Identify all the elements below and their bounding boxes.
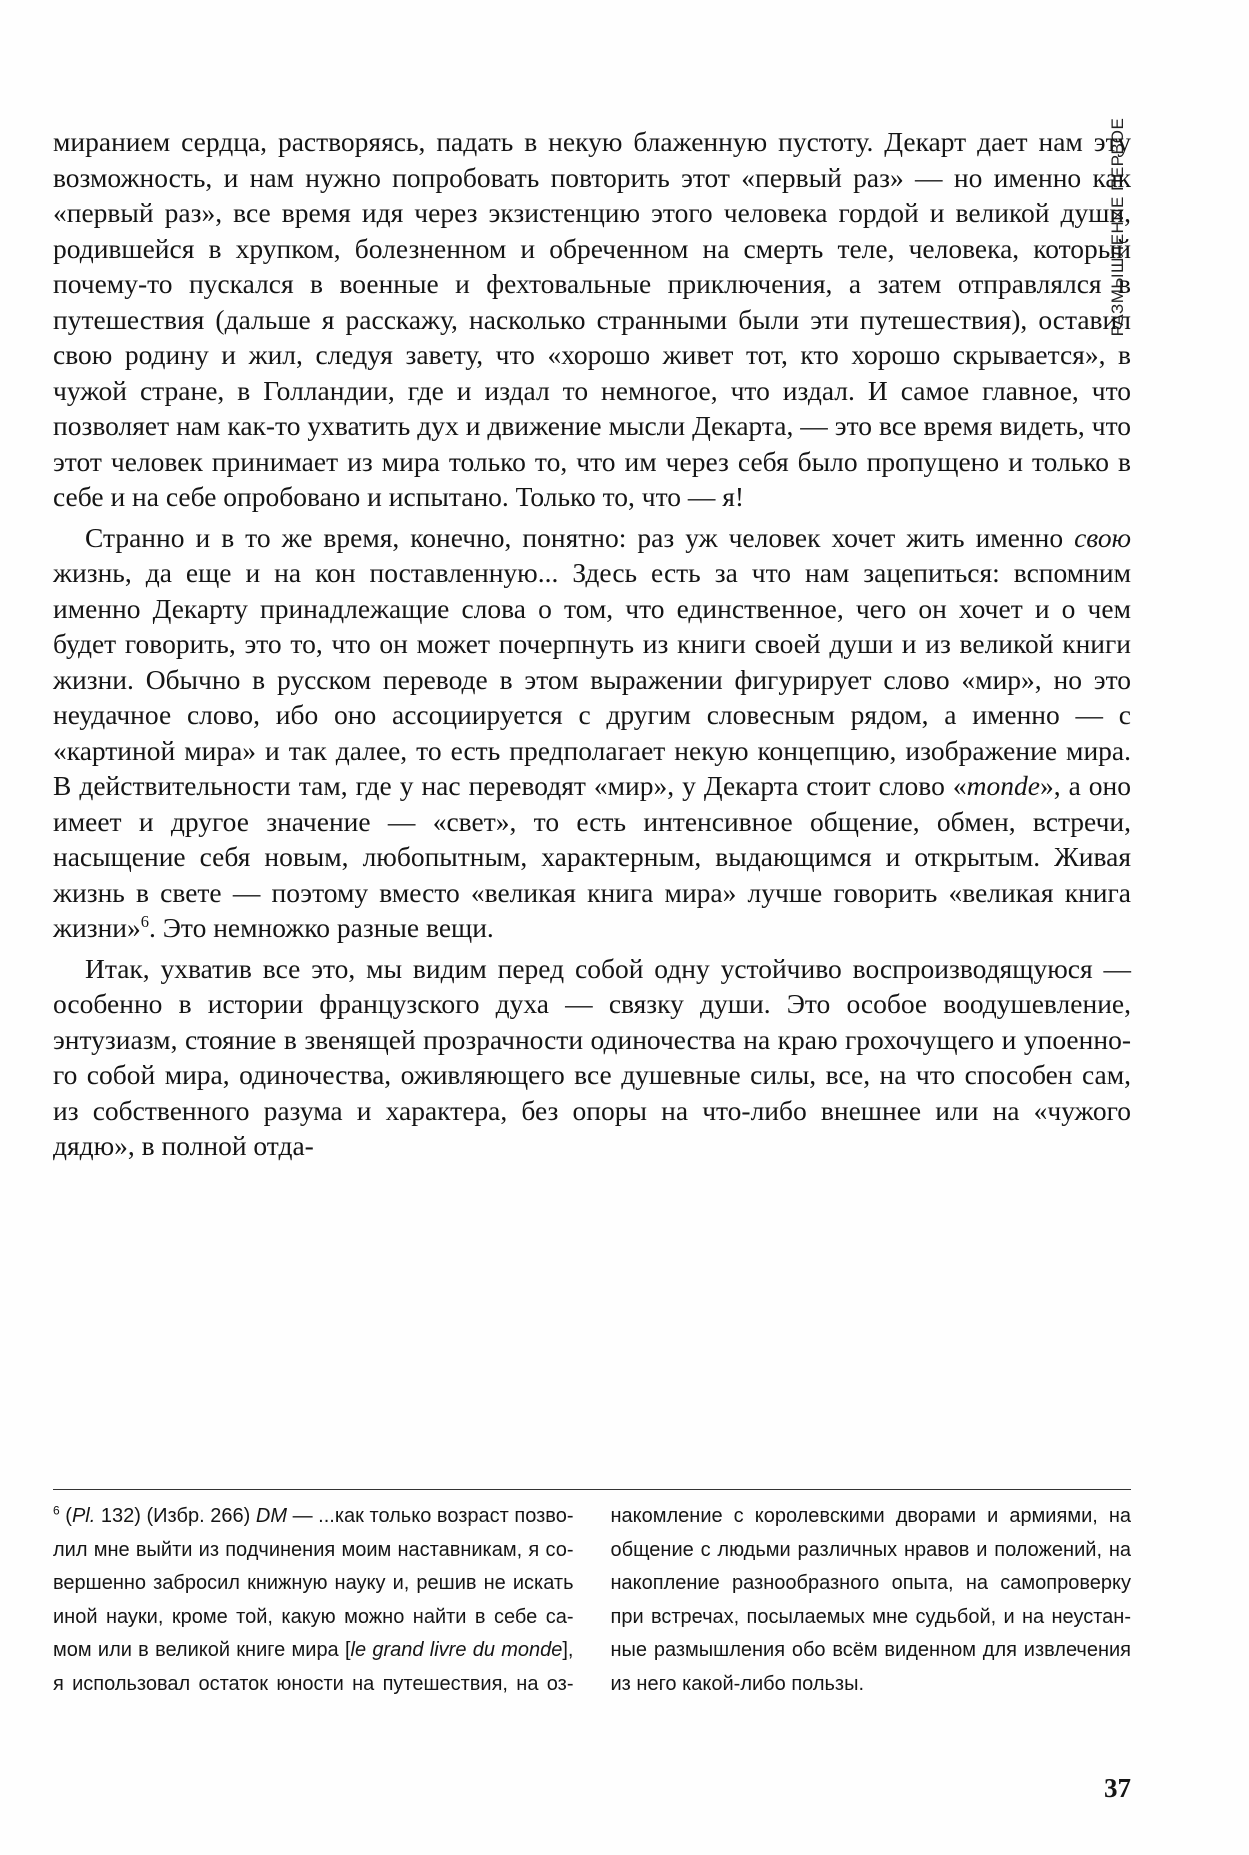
footnote-number: 6 [53,1503,60,1518]
page-number: 37 [1104,1773,1131,1803]
paragraph-1: миранием сердца, растворяясь, падать в некую блаженную пустоту. Декарт дает нам эту возможность, и нам нужно попробовать повторить этот «первый раз» — но именно как «первый раз», все время идя через экзистенцию этого человека гордой и великой души, родившейся в хрупком, болезненном и обреченном на смерть теле, человека, который почему-то пускался в военные и фехтовальные приключения, а затем отправлялся в путешествия (дальше я расскажу, насколько странными были эти путешествия), оставил свою родину и жил, следуя завету, что «хорошо живет тот, кто хорошо скрывается», в чужой стране, в Голландии, где и издал то немногое, что издал. И самое главное, что позволяет нам как-то ухватить дух и движение мысли Декарта, — это все время видеть, что этот человек принимает из мира только то, что им через себя было пропущено и только в себе и на себе опробовано и испытано. Только то, что — я! [53,126,1131,512]
paragraph-3: Итак, ухватив все это, мы видим перед собой одну устойчиво воспроизводящуюся — особенно в истории французского духа — связку души. Это особое воодушевление, энтузиазм, стояние в звенящей прозрачности одиночества на краю грохочущего и упоенного собой мира, одиночества, оживляющего все душевные силы, все, на что способен сам, из собственного разума и характера, без опоры на что-либо внешнее или на «чужого дядю», в полной отда- [53,952,1131,1161]
running-head-text: РАЗМЫШЛЕНИЕ ПЕРВОЕ [1108,117,1127,337]
footnote-area [53,1500,1131,1701]
footnote-divider [53,1489,1131,1490]
footnote-reference[interactable]: 6 [140,911,150,931]
paragraph-2-part-b: жизнь, да еще и на кон поставленную... Здесь есть за что нам зацепиться: вспомним именно Декарту принадлежащие слова о том, что единственное, чего он хочет и о чем будет говорить, это то, что он может почерпнуть из книги своей души и из великой книги жизни. Обычно в русском переводе в этом выражении фигурирует слово «мир», но это неудачное слово, ибо оно ассоциируется с другим словесным рядом, а именно — с «картиной мира» и так далее, то есть предполагает некую концепцию, изображение мира. В действительности там, где у нас переводят «мир», у Декарта стоит слово « [53,557,1131,801]
paragraph-2 [53,520,1131,946]
paragraph-2-part-c: », а оно имеет и другое значение — «свет», то есть интенсивное общение, обмен, встречи, насыщение себя новым, любопытным, характерным, выдающимся и открытым. Живая жизнь в свете — поэтому вместо «великая книга мира» лучше говорить «великая книга жизни» [53,770,1131,943]
footnote-french-quote: le grand livre du monde [350,1639,563,1661]
main-text [53,124,1131,1164]
emphasis-svoyu: свою [1074,521,1131,553]
footnote-ref-dm: DM [255,1505,287,1527]
footnote-ref-open: ( [59,1505,72,1527]
footnote-ref-pl: Pl. [71,1505,96,1527]
emphasis-monde: monde [966,770,1040,801]
paragraph-2-part-d: . Это немножко разные вещи. [149,912,494,943]
footnote-text-a: — ...как только возраст позволил мне выйти из подчинения моим наставникам, я совершенно забросил книжную науку и, решив не искать иной науки, кроме той, какую можно найти в себе самом или в великой книге мира [ [53,1505,574,1661]
paragraph-2-part-a: Странно и в то же время, конечно, понятно: раз уж человек хочет жить именно [85,521,1075,553]
footnote-text-b: ], я использовал остаток юности на путешествия, на ознакомление с королевскими дворами и армиями, на общение с людьми различных нравов и положений, на накопление разнообразного опыта, на самопроверку при встречах, посылаемых мне судьбой, и на неустанные размышления обо всём виденном для извлечения из него какой-либо пользы. [53,1505,1131,1695]
footnote-ref-rest: 132) (Избр. 266) [95,1505,256,1527]
footnote-6 [53,1500,1131,1701]
